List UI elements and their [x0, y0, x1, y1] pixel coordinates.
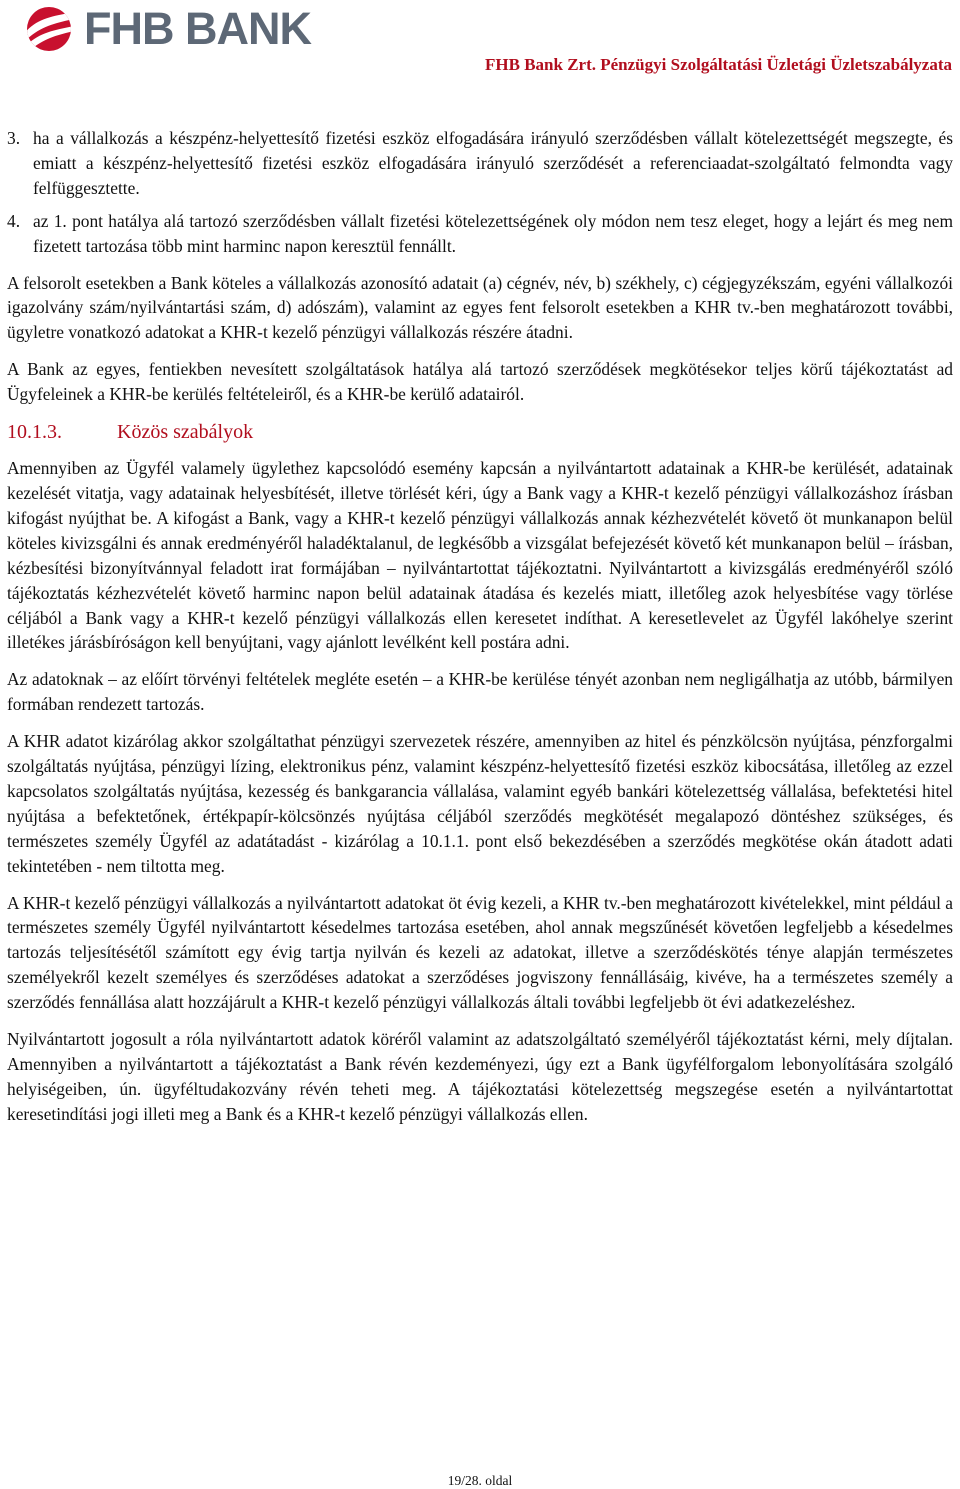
section-title: Közös szabályok — [117, 421, 254, 444]
paragraph: A KHR-t kezelő pénzügyi vállalkozás a nyilvántartott adatokat öt évig kezeli, a KHR tv.-ben meghatározott kivételekkel, mint például a természetes személy Ügyfél nyilvántartott késedelmes tartozása esetében, ahol annak megszűnését követően legfeljebb a késedelmes tartozás teljesítésétől számított egy évig tartja nyilván és kezeli az adatokat, illetve a szerződéskötés ténye alapján természetes személyekről kezelt személyes és szerződéses adatokat a szerződéses jogviszony fennállásáig, kivéve, ha a természetes személy a szerződés fennállása alatt hozzájárult a KHR-t kezelő pénzügyi vállalkozás általi további legfeljebb öt évi adatkezeléshez. — [7, 892, 953, 1013]
page-header — [0, 0, 960, 90]
section-heading — [7, 419, 953, 445]
page-number: 19/28. oldal — [447, 1473, 513, 1488]
paragraph: A Bank az egyes, fentiekben nevesített szolgáltatások hatálya alá tartozó szerződések megkötésekor teljes körű tájékoztatást ad Ügyfeleinek a KHR-be kerülés feltételeiről, és a KHR-be kerülő adatairól. — [7, 359, 953, 405]
paragraph: A KHR adatot kizárólag akkor szolgáltathat pénzügyi szervezetek részére, amennyiben az hitel és pénzkölcsön nyújtása, pénzforgalmi szolgáltatás nyújtása, pénzügyi lízing, elektronikus pénz, valamint készpénz-helyettesítő fizetési eszköz kibocsátása, illetőleg az ezzel kapcsolatos szolgáltatás nyújtása, kezesség és bankgarancia vállalása, valamint egyéb bankári kötelezettség vállalása, befektetési hitel nyújtása a befektetőnek, értékpapír-kölcsönzés nyújtása céljából szerződés megkötését megalapozó döntéshez szükséges, és természetes személy Ügyfél az adatátadást - kizárólag a 10.1.1. pont első bekezdésében a szerződés megkötése okán átadott adati tekintetében - nem tiltotta meg. — [7, 731, 953, 876]
bank-logo — [22, 4, 311, 54]
logo-text: FHB BANK — [84, 3, 311, 54]
paragraph: A felsorolt esetekben a Bank köteles a vállalkozás azonosító adatait (a) cégnév, név, b) székhely, c) cégjegyzékszám, egyéni vállalkozói igazolvány szám/nyilvántartási szám, d) adószám), valamint az egyes fent felsorolt esetekben a KHR tv.-ben meghatározott további, ügyletre vonatkozó adatokat a KHR-t kezelő pénzügyi vállalkozás részére átadni. — [7, 272, 953, 343]
list-item — [7, 209, 953, 259]
list-item-text: ha a vállalkozás a készpénz-helyettesítő fizetési eszköz elfogadására irányuló szerződésben vállalt kötelezettségét megszegte, és emiatt a készpénz-helyettesítő fizetési eszköz elfogadására irányuló szerződését a referenciaadat-szolgáltató felmondta vagy felfüggesztette. — [33, 128, 953, 198]
section-number: 10.1.3. — [7, 421, 62, 444]
paragraph: Amennyiben az Ügyfél valamely ügylethez kapcsolódó esemény kapcsán a nyilvántartott adatainak a KHR-be kerülését, adatainak kezelését vitatja, vagy adatainak helyesbítését, illetve törlését kéri, úgy a Bank vagy a KHR-t kezelő pénzügyi vállalkozáshoz írásban kifogást nyújthat be. A kifogást a Bank, vagy a KHR-t kezelő pénzügyi vállalkozás annak kézhezvételét követő öt munkanapon belül köteles kivizsgálni és annak eredményéről haladéktalanul, de legkésőbb a vizsgálat befejezését követő két munkanapon belül – írásban, kézbesítési bizonyítvánnyal feladott irat formájában – nyilvántartottat tájékoztatni. Nyilvántartott a kivizsgálás eredményéről szóló tájékoztatás kézhezvételét követő harminc napon belül adatainak átadása és kezelés miatt, illetőleg azok helyesbítése vagy törlése céljából a Bank vagy a KHR-t kezelő pénzügyi vállalkozás ellen keresetet indíthat. A keresetlevelet az Ügyfél lakóhelye szerint illetékes járásbíróságon kell benyújtani, vagy ajánlott levélként kell postára adni. — [7, 458, 953, 653]
list-item-text: az 1. pont hatálya alá tartozó szerződésben vállalt fizetési kötelezettségének oly módon nem tesz eleget, hogy a lejárt és meg nem fizetett tartozása több mint harminc napon keresztül fennállt. — [33, 210, 953, 256]
paragraph: Az adatoknak – az előírt törvényi feltételek megléte esetén – a KHR-be kerülése tényét azonban nem negligálhatja az utóbb, bármilyen formában rendezett tartozás. — [7, 669, 953, 715]
document-title: FHB Bank Zrt. Pénzügyi Szolgáltatási Üzletági Üzletszabályzata — [485, 55, 952, 74]
list-item-number: 4. — [7, 210, 21, 231]
document-body — [7, 126, 953, 1139]
list-item-number: 3. — [7, 128, 21, 148]
fhb-ribbon-logo-icon — [22, 4, 78, 54]
list-item — [7, 126, 953, 201]
paragraph: Nyilvántartott jogosult a róla nyilvántartott adatok köréről valamint az adatszolgáltató személyéről tájékoztatást kérni, mely díjtalan. Amennyiben a nyilvántartott a tájékoztatást a Bank révén kezdeményezi, úgy ezt a Bank ügyfélforgalom lebonyolítására szolgáló helyiségeiben, ún. ügyféltudakozvány révén teheti meg. A tájékoztatási kötelezettség megszegése esetén a nyilvántartottat keresetindítási jogi illeti meg a Bank és a KHR-t kezelő pénzügyi vállalkozás ellen. — [7, 1029, 953, 1124]
